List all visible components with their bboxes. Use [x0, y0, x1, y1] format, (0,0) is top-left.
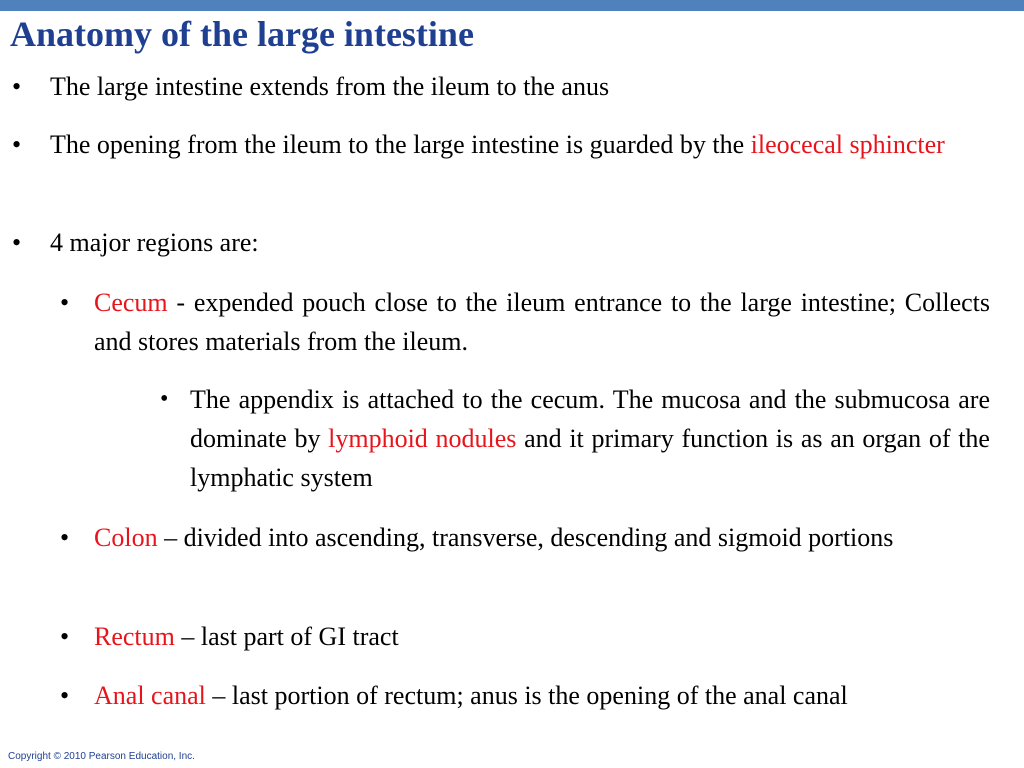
subbullet-colon — [60, 518, 990, 557]
bullet-regions — [8, 223, 990, 262]
bullet-text — [94, 676, 990, 715]
bullet-dot: • — [160, 386, 169, 412]
bullet-text — [94, 283, 990, 361]
slide-title: Anatomy of the large intestine — [10, 14, 474, 54]
highlight-term: lymphoid nodules — [328, 424, 517, 453]
highlight-term: ileocecal sphincter — [750, 130, 945, 159]
bullet-dot: • — [60, 288, 70, 317]
bullet-text — [50, 125, 990, 164]
copyright-footer: Copyright © 2010 Pearson Education, Inc. — [8, 751, 195, 762]
bullet-text-part: and it primary function is as an organ of the lymphatic system — [190, 424, 990, 492]
highlight-term: Rectum — [94, 622, 175, 651]
subbullet-anal-canal — [60, 676, 990, 715]
bullet-ileocecal — [8, 125, 990, 164]
subbullet-cecum — [60, 283, 990, 361]
bullet-dot: • — [60, 622, 70, 651]
highlight-term: Cecum — [94, 288, 168, 317]
bullet-dot: • — [12, 130, 22, 159]
bullet-dot: • — [12, 72, 22, 101]
bullet-text-part: – last part of GI tract — [174, 622, 399, 651]
bullet-text-part: – last portion of rectum; anus is the opening of the anal canal — [205, 681, 848, 710]
bullet-text — [94, 518, 990, 557]
bullet-text: 4 major regions are: — [50, 228, 259, 257]
bullet-dot: • — [60, 523, 70, 552]
subsubbullet-appendix — [160, 380, 990, 497]
bullet-text-part: - expended pouch close to the ileum entrance to the large intestine; Collects and stores materials from the ileum. — [94, 288, 990, 356]
bullet-text-part: – divided into ascending, transverse, descending and sigmoid portions — [157, 523, 894, 552]
bullet-text — [190, 380, 990, 497]
highlight-term: Colon — [94, 523, 158, 552]
top-accent-bar — [0, 0, 1024, 11]
subbullet-rectum — [60, 617, 990, 656]
bullet-text-part: The appendix is attached to the cecum. The mucosa and the submucosa are dominate by — [190, 385, 990, 453]
bullet-text — [94, 617, 990, 656]
bullet-dot: • — [60, 681, 70, 710]
bullet-extent — [8, 67, 990, 106]
highlight-term: Anal canal — [94, 681, 206, 710]
bullet-text: The large intestine extends from the ileum to the anus — [50, 72, 610, 101]
bullet-text-part: The opening from the ileum to the large intestine is guarded by the — [50, 130, 751, 159]
bullet-dot: • — [12, 228, 22, 257]
